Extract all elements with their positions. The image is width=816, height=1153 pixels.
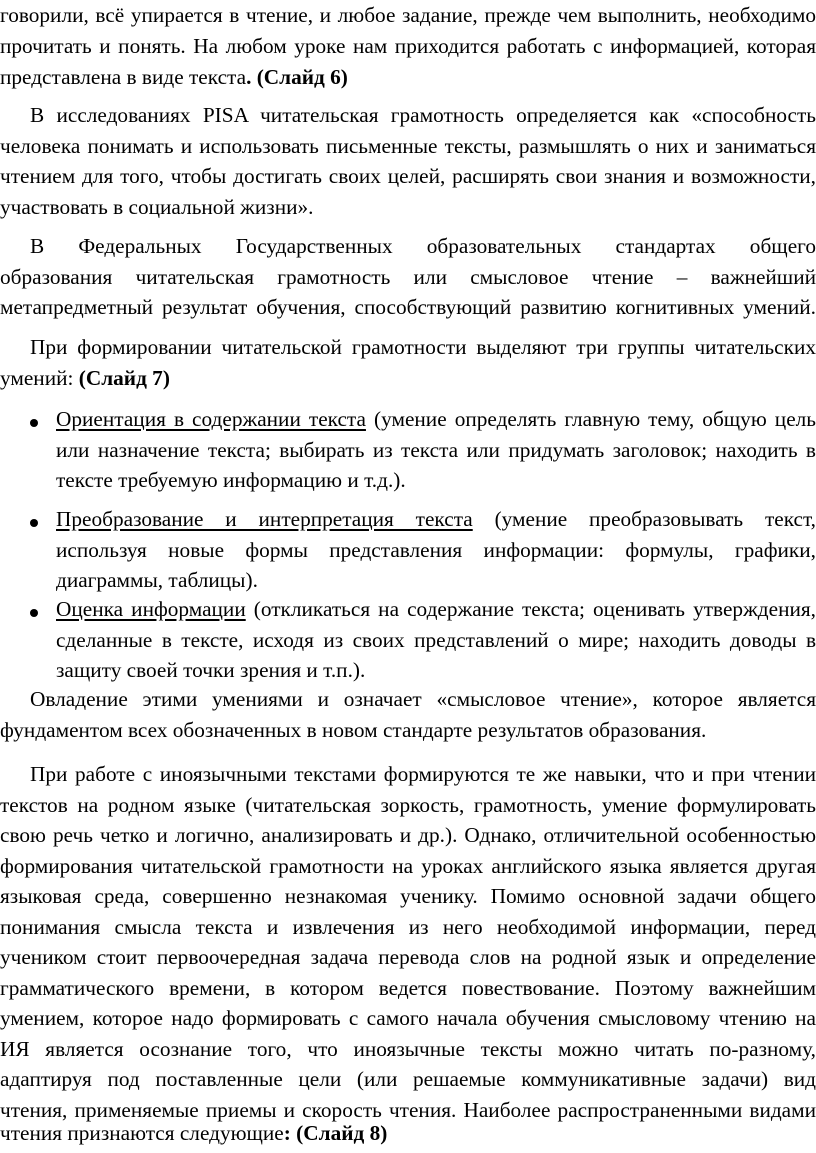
paragraph-2-line-2: человека понимать и использовать письменные тексты, размышлять о них и заниматься [0,134,816,158]
paragraph-1-line-2: прочитать и понять. На любом уроке нам приходится работать с информацией, которая [0,34,816,58]
list-item-1-text: (умение определять главную тему, общую цель [365,407,816,431]
list-item-2-line-2: используя новые формы представления информации: формулы, графики, [56,538,816,562]
paragraph-6-line-7: учеником стоит первоочередная задача перевода слов на родной язык и определение [0,945,816,969]
paragraph-6-line-1: При работе с иноязычными текстами формируются те же навыки, что и при чтении [30,762,816,786]
paragraph-6-line-2: текстов на родном языке (читательская зоркость, грамотность, умение формулировать [0,793,816,817]
paragraph-6-text: чтения признаются следующие [0,1121,284,1145]
list-item-3-title: Оценка информации [56,597,246,621]
paragraph-4-line-1: При формировании читательской грамотности выделяют три группы читательских [30,335,816,359]
paragraph-4-text: умений: [0,366,79,390]
paragraph-1-text: представлена в виде текста [0,65,247,89]
paragraph-6-line-9: умением, которое надо формировать с самого начала обучения смысловому чтению на [0,1006,816,1030]
paragraph-6-line-12: чтения, применяемые приемы и скорость чтения. Наиболее распространенными видами [0,1098,816,1122]
paragraph-6-line-5: языковая среда, совершенно незнакомая ученику. Помимо основной задачи общего [0,884,816,908]
list-item-3-line-1 [56,594,816,624]
paragraph-1-line-1: говорили, всё упирается в чтение, и любое задание, прежде чем выполнить, необходимо [0,3,816,27]
list-item-3-line-2: сделанные в тексте, исходя из своих представлений о мире; находить доводы в [56,628,816,652]
paragraph-6-line-11: адаптируя под поставленные цели (или решаемые коммуникативные задачи) вид [0,1067,816,1091]
list-item-1-line-2: или назначение текста; выбирать из текста или придумать заголовок; находить в [56,438,816,462]
paragraph-3-line-3: метапредметный результат обучения, способствующий развитию когнитивных умений. [0,295,816,319]
list-item-1-title: Ориентация в содержании текста [56,407,366,431]
bullet-3-icon [30,609,38,617]
paragraph-2-line-4: участвовать в социальной жизни». [0,195,314,219]
paragraph-6-line-6: понимания смысла текста и извлечения из него необходимой информации, перед [0,915,816,939]
paragraph-6-line-3: свою речь четко и логично, анализировать и др.). Однако, отличительной особенностью [0,823,816,847]
list-item-2-title: Преобразование и интерпретация текста [56,507,473,531]
paragraph-6-line-4: формирования читательской грамотности на уроках английского языка является другая [0,854,816,878]
paragraph-6-line-13 [0,1118,816,1148]
paragraph-2-line-3: чтением для того, чтобы достигать своих целей, расширять свои знания и возможности, [0,164,816,188]
list-item-1-line-1 [56,404,816,434]
paragraph-2-line-1: В исследованиях PISA читательская грамотность определяется как «способность [30,103,816,127]
paragraph-1-line-3 [0,62,816,92]
paragraph-5-line-1: Овладение этими умениями и означает «смысловое чтение», которое является [30,687,816,711]
bullet-2-icon [30,519,38,527]
paragraph-5-line-2: фундаментом всех обозначенных в новом стандарте результатов образования. [0,718,707,742]
paragraph-6-line-8: грамматического времени, в котором ведется повествование. Поэтому важнейшим [0,976,816,1000]
list-item-2-text: (умение преобразовывать текст, [472,507,816,531]
list-item-2-line-1 [56,504,816,534]
bullet-1-icon [30,419,38,427]
list-item-3-text: (откликаться на содержание текста; оценивать утверждения, [245,597,816,621]
paragraph-3-line-1: В Федеральных Государственных образовательных стандартах общего [30,234,816,258]
list-item-3-line-3: защиту своей точки зрения и т.п.). [56,658,366,682]
slide-7-reference: (Слайд 7) [78,366,170,390]
list-item-2-line-3: диаграммы, таблицы). [56,568,258,592]
slide-8-reference: : (Слайд 8) [283,1121,388,1145]
paragraph-6-line-10: ИЯ является осознание того, что иноязычные тексты можно читать по-разному, [0,1037,816,1061]
paragraph-3-line-2: образования читательская грамотность или смысловое чтение – важнейший [0,265,816,289]
slide-6-reference: . (Слайд 6) [246,65,348,89]
paragraph-4-line-2 [0,363,816,393]
list-item-1-line-3: тексте требуемую информацию и т.д.). [56,468,406,492]
